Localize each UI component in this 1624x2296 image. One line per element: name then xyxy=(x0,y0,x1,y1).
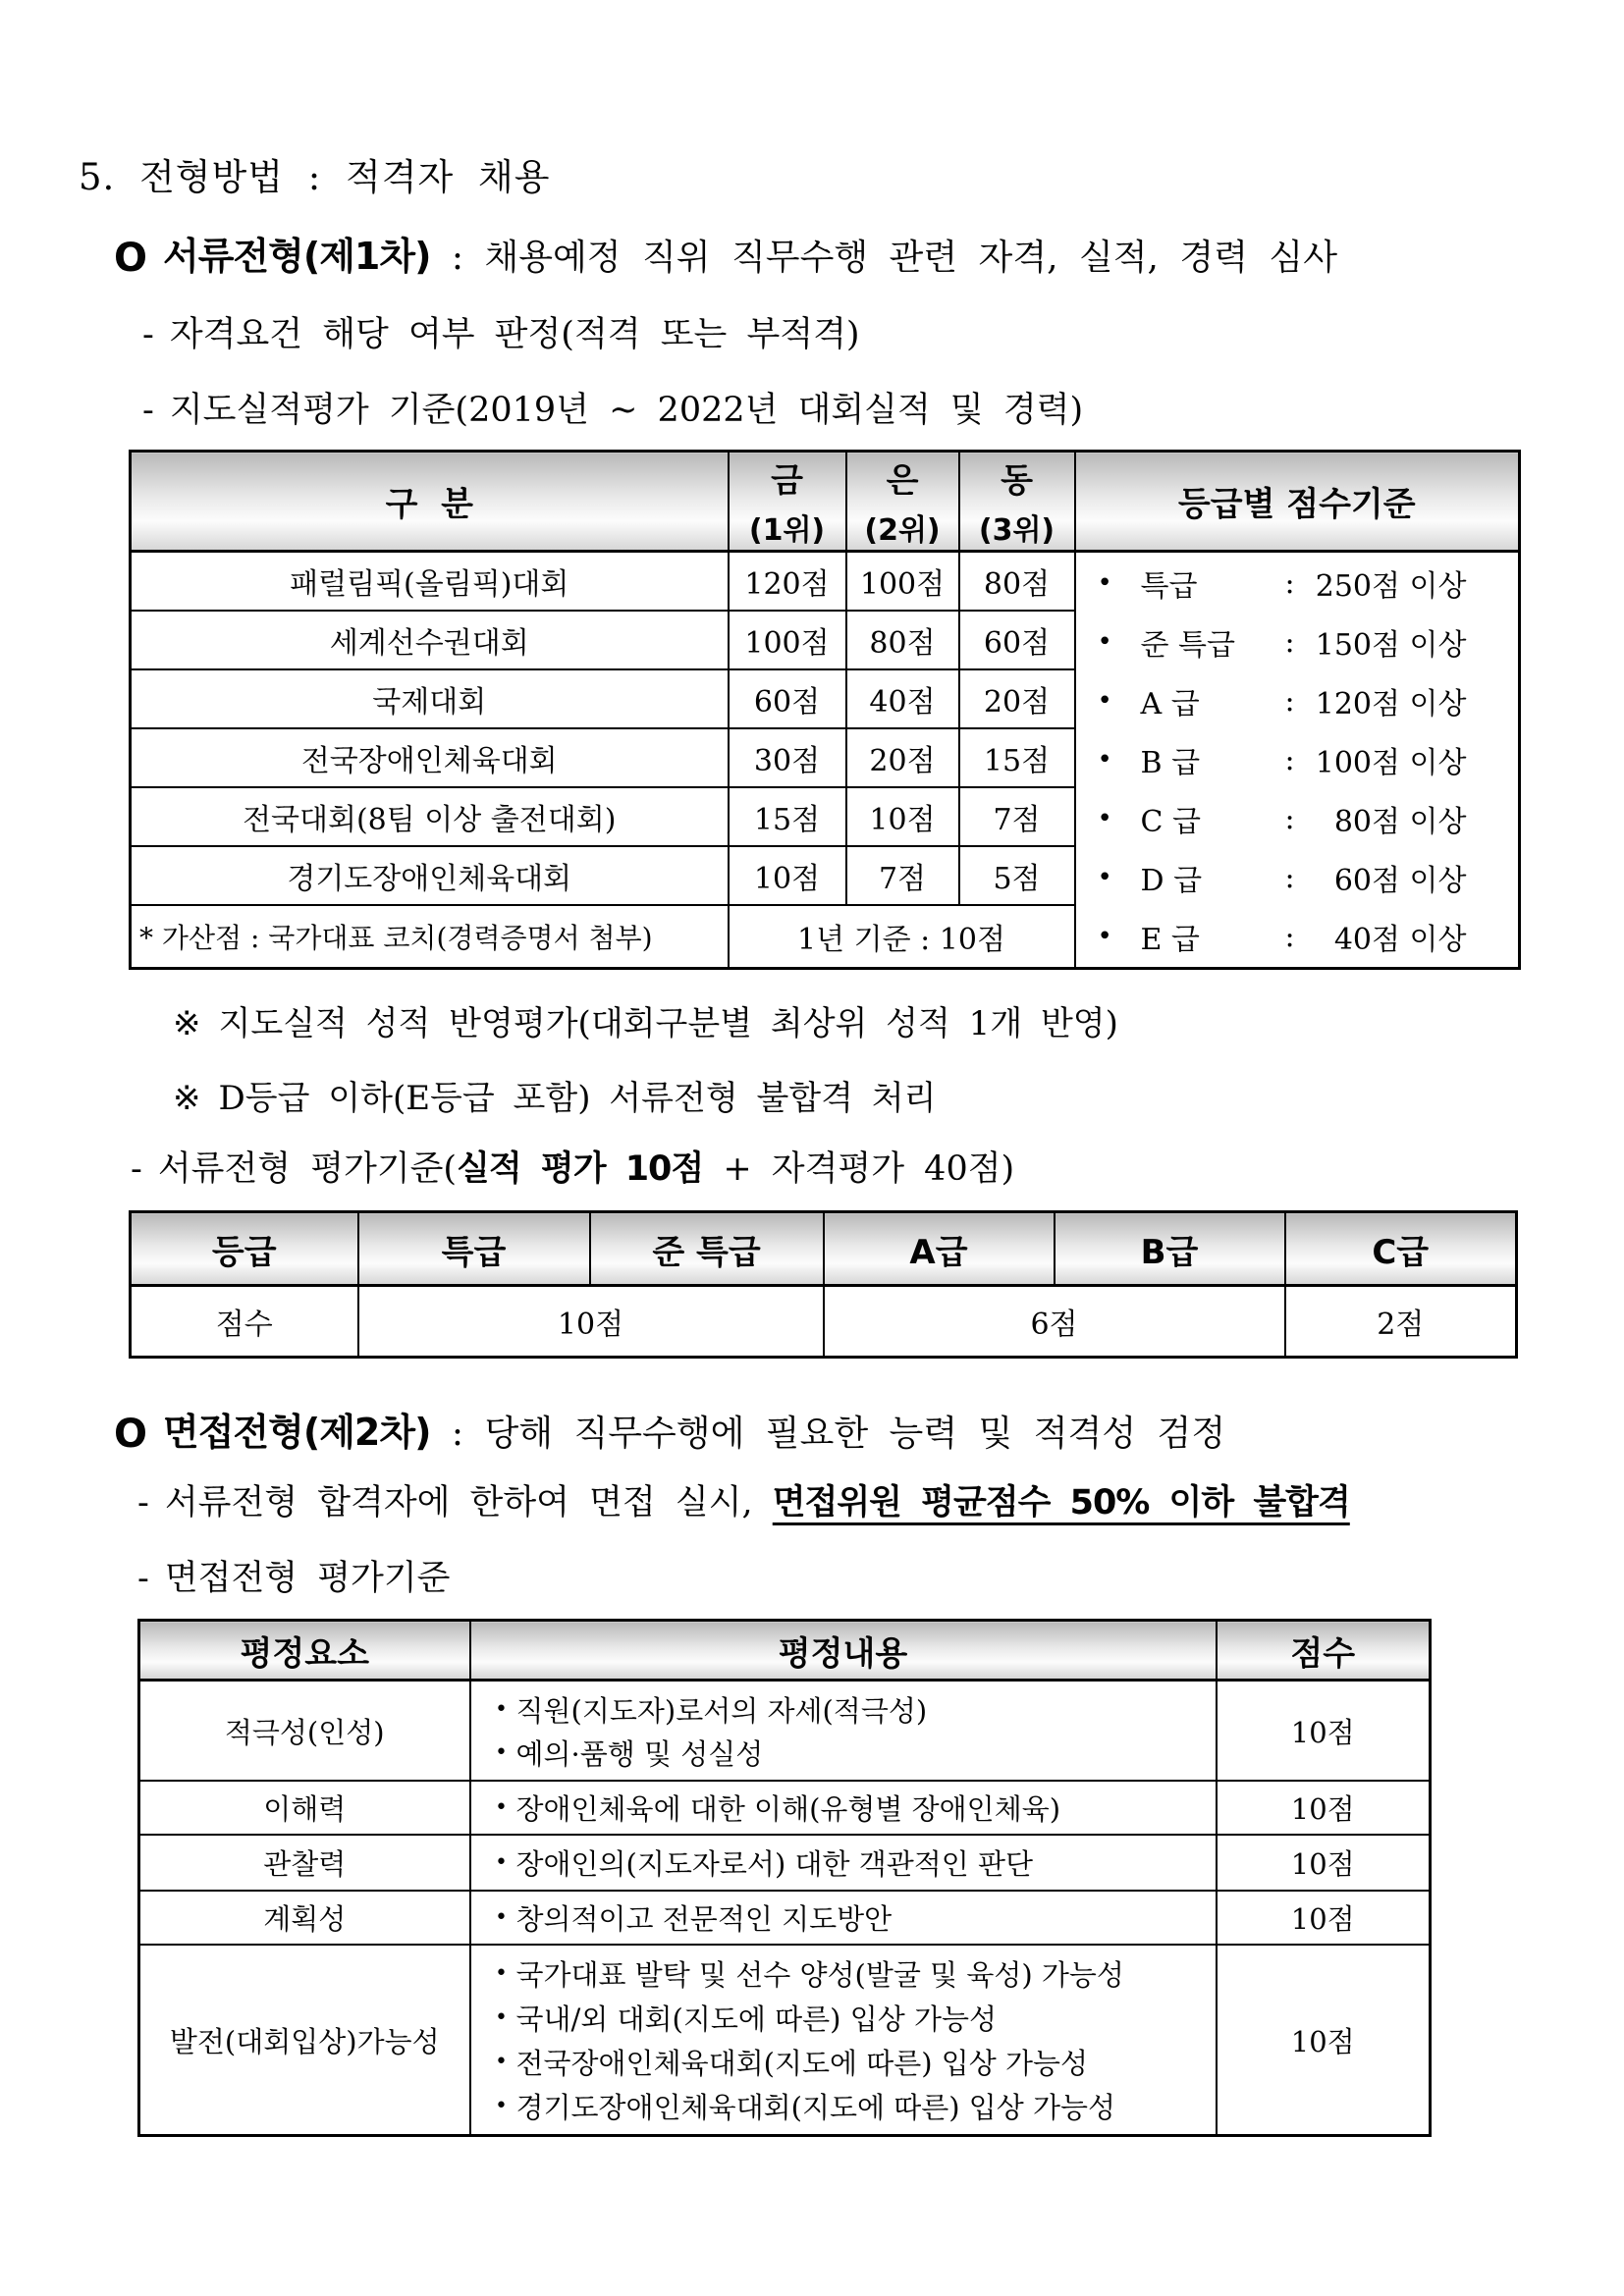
factor-content xyxy=(470,1835,1217,1891)
interview-item-1 xyxy=(137,1475,1350,1524)
silver-score: 20점 xyxy=(846,728,959,787)
dash-icon: - xyxy=(142,391,154,430)
grade-criteria-line xyxy=(1098,671,1519,730)
evaluation-row xyxy=(139,1781,1431,1835)
gold-score: 120점 xyxy=(729,552,846,611)
content-text: 창의적이고 전문적인 지도방안 xyxy=(515,1902,893,1936)
gold-score: 15점 xyxy=(729,787,846,846)
bullet-icon: • xyxy=(495,1795,508,1820)
factor-score: 10점 xyxy=(1217,1835,1431,1891)
col-header-score: 점수 xyxy=(1217,1621,1431,1681)
bronze-score: 20점 xyxy=(959,669,1075,728)
factor-score: 10점 xyxy=(1217,1781,1431,1835)
col-header-gold-label: 금 xyxy=(771,461,803,501)
score-row xyxy=(131,1286,1517,1358)
note-2 xyxy=(173,1071,937,1119)
col-header-bronze xyxy=(959,452,1075,552)
grade-criteria-list xyxy=(1076,554,1519,966)
section-interview-desc: 당해 직무수행에 필요한 능력 및 적격성 검정 xyxy=(484,1414,1226,1454)
content-text: 전국장애인체육대회(지도에 따른) 입상 가능성 xyxy=(515,2047,1089,2080)
grade-name: B 급 xyxy=(1140,746,1201,780)
content-line xyxy=(487,2084,1210,2128)
grade-criteria-line xyxy=(1098,848,1519,907)
gold-score: 60점 xyxy=(729,669,846,728)
bullet-icon: • xyxy=(495,2005,508,2030)
evaluation-row xyxy=(139,1835,1431,1891)
grade-name: D 급 xyxy=(1140,864,1203,898)
col-header-semi-special: 준 특급 xyxy=(590,1212,824,1286)
content-line xyxy=(487,1731,1210,1774)
col-header-factor: 평정요소 xyxy=(139,1621,470,1681)
factor-content xyxy=(470,1681,1217,1782)
doc-screening-item-1-text: 자격요건 해당 여부 판정(적격 또는 부적격) xyxy=(169,315,860,354)
doc-screening-item-2-text: 지도실적평가 기준(2019년 ~ 2022년 대회실적 및 경력) xyxy=(169,391,1084,430)
interview-item-2-text: 면접전형 평가기준 xyxy=(164,1559,451,1598)
note-1 xyxy=(173,996,1118,1044)
col-header-b: B급 xyxy=(1055,1212,1285,1286)
silver-score: 10점 xyxy=(846,787,959,846)
grade-criteria-line xyxy=(1098,613,1519,671)
silver-score: 100점 xyxy=(846,552,959,611)
bronze-score: 7점 xyxy=(959,787,1075,846)
gold-score: 30점 xyxy=(729,728,846,787)
col-header-silver-sub: (2위) xyxy=(864,513,941,548)
bonus-value: 1년 기준 : 10점 xyxy=(729,905,1075,969)
grade-name: A 급 xyxy=(1140,687,1200,721)
grade-colon: : xyxy=(1284,624,1295,660)
evaluation-row xyxy=(139,1945,1431,2136)
doc-screening-item-2 xyxy=(142,383,1083,432)
grade-criteria-line xyxy=(1098,907,1519,966)
bronze-score: 60점 xyxy=(959,611,1075,669)
bonus-label: * 가산점 : 국가대표 코치(경력증명서 첨부) xyxy=(131,905,729,969)
dash-icon: - xyxy=(131,1149,142,1189)
interview-item-2 xyxy=(137,1551,450,1600)
interview-evaluation-table xyxy=(137,1619,1432,2137)
factor-name: 이해력 xyxy=(139,1781,470,1835)
table-header-row xyxy=(139,1621,1431,1681)
competition-name: 전국장애인체육대회 xyxy=(131,728,729,787)
performance-score-table xyxy=(129,450,1521,970)
factor-name: 발전(대회입상)가능성 xyxy=(139,1945,470,2136)
circle-bullet-icon: O xyxy=(114,236,148,281)
bullet-icon: • xyxy=(1097,804,1112,833)
bullet-icon: • xyxy=(495,1739,508,1765)
table-row xyxy=(131,552,1520,611)
bronze-score: 5점 xyxy=(959,846,1075,905)
score-ab: 6점 xyxy=(824,1286,1285,1358)
grade-value: 80점 이상 xyxy=(1333,805,1467,839)
factor-content xyxy=(470,1891,1217,1945)
competition-name: 전국대회(8팀 이상 출전대회) xyxy=(131,787,729,846)
interview-item-1-bold: 면접위원 평균점수 50% 이하 불합격 xyxy=(772,1483,1350,1522)
bullet-icon: • xyxy=(1097,627,1112,657)
section-doc-screening-title: 서류전형(제1차) xyxy=(163,235,431,278)
bullet-icon: • xyxy=(495,1905,508,1930)
competition-name: 국제대회 xyxy=(131,669,729,728)
factor-content xyxy=(470,1945,1217,2136)
bullet-icon: • xyxy=(1097,863,1112,892)
grade-score-table xyxy=(129,1210,1518,1359)
content-line xyxy=(487,1897,1210,1938)
factor-name: 계획성 xyxy=(139,1891,470,1945)
note-1-text: 지도실적 성적 반영평가(대회구분별 최상위 성적 1개 반영) xyxy=(218,1004,1118,1043)
col-header-gold xyxy=(729,452,846,552)
factor-score: 10점 xyxy=(1217,1891,1431,1945)
competition-name: 패럴림픽(올림픽)대회 xyxy=(131,552,729,611)
grade-name: C 급 xyxy=(1140,805,1201,839)
bullet-icon: • xyxy=(495,1696,508,1722)
content-text: 장애인의(지도자로서) 대한 객관적인 판단 xyxy=(515,1847,1034,1881)
bullet-icon: • xyxy=(1097,745,1112,774)
col-header-special: 특급 xyxy=(358,1212,590,1286)
gold-score: 10점 xyxy=(729,846,846,905)
grade-criteria-line xyxy=(1098,730,1519,789)
grade-value: 60점 이상 xyxy=(1333,864,1467,898)
dash-icon: - xyxy=(137,1483,149,1522)
grade-name: 준 특급 xyxy=(1140,628,1235,663)
criteria-prefix: 서류전형 평가기준( xyxy=(157,1149,458,1189)
col-header-c: C급 xyxy=(1285,1212,1517,1286)
grade-colon: : xyxy=(1284,919,1295,954)
col-header-bronze-label: 동 xyxy=(1001,461,1033,501)
reference-mark-icon: ※ xyxy=(173,1079,201,1118)
circle-bullet-icon: O xyxy=(114,1412,148,1457)
section-doc-screening-heading xyxy=(114,226,1337,281)
evaluation-row xyxy=(139,1891,1431,1945)
col-header-silver-label: 은 xyxy=(886,461,919,501)
factor-name: 관찰력 xyxy=(139,1835,470,1891)
section-doc-screening-sep: : xyxy=(430,238,485,278)
col-header-a: A급 xyxy=(824,1212,1055,1286)
content-line xyxy=(487,2040,1210,2084)
silver-score: 80점 xyxy=(846,611,959,669)
page-title xyxy=(79,147,551,200)
content-text: 국가대표 발탁 및 선수 양성(발굴 및 육성) 가능성 xyxy=(515,1958,1124,1992)
bullet-icon: • xyxy=(495,2050,508,2074)
bullet-icon: • xyxy=(1097,922,1112,951)
col-header-grade: 등급 xyxy=(131,1212,358,1286)
content-line xyxy=(487,1996,1210,2040)
criteria-suffix: + 자격평가 40점) xyxy=(703,1149,1015,1189)
note-2-text: D등급 이하(E등급 포함) 서류전형 불합격 처리 xyxy=(218,1079,937,1118)
content-text: 국내/외 대회(지도에 따른) 입상 가능성 xyxy=(515,2002,997,2036)
factor-score: 10점 xyxy=(1217,1945,1431,2136)
doc-screening-criteria-line xyxy=(131,1142,1014,1191)
bullet-icon: • xyxy=(1097,686,1112,716)
content-text: 예의·품행 및 성실성 xyxy=(515,1736,764,1771)
grade-criteria-line xyxy=(1098,554,1519,613)
grade-value: 40점 이상 xyxy=(1333,923,1467,957)
grade-colon: : xyxy=(1284,683,1295,719)
silver-score: 7점 xyxy=(846,846,959,905)
grade-name: E 급 xyxy=(1140,923,1200,957)
competition-name: 경기도장애인체육대회 xyxy=(131,846,729,905)
factor-content xyxy=(470,1781,1217,1835)
score-row-label: 점수 xyxy=(131,1286,358,1358)
grade-criteria-cell xyxy=(1075,552,1520,969)
content-text: 직원(지도자)로서의 자세(적극성) xyxy=(515,1693,928,1728)
factor-name: 적극성(인성) xyxy=(139,1681,470,1782)
silver-score: 40점 xyxy=(846,669,959,728)
content-text: 경기도장애인체육대회(지도에 따른) 입상 가능성 xyxy=(515,2091,1116,2124)
score-c: 2점 xyxy=(1285,1286,1517,1358)
section-doc-screening-desc: 채용예정 직위 직무수행 관련 자격, 실적, 경력 심사 xyxy=(484,238,1337,278)
bronze-score: 80점 xyxy=(959,552,1075,611)
bullet-icon: • xyxy=(495,1850,508,1875)
grade-criteria-line xyxy=(1098,789,1519,848)
bullet-icon: • xyxy=(495,1961,508,1986)
section-interview-sep: : xyxy=(430,1414,485,1454)
col-header-gold-sub: (1위) xyxy=(748,513,826,548)
col-header-content: 평정내용 xyxy=(470,1621,1217,1681)
col-header-bronze-sub: (3위) xyxy=(978,513,1056,548)
col-header-silver xyxy=(846,452,959,552)
table-header-row xyxy=(131,452,1520,552)
grade-value: 100점 이상 xyxy=(1315,746,1467,780)
evaluation-row xyxy=(139,1681,1431,1782)
criteria-bold: 실적 평가 10점 xyxy=(457,1149,704,1189)
gold-score: 100점 xyxy=(729,611,846,669)
bullet-icon: • xyxy=(1097,568,1112,598)
content-text: 장애인체육에 대한 이해(유형별 장애인체육) xyxy=(515,1792,1061,1826)
grade-colon: : xyxy=(1284,742,1295,777)
score-special: 10점 xyxy=(358,1286,824,1358)
bullet-icon: • xyxy=(495,2094,508,2118)
reference-mark-icon: ※ xyxy=(173,1004,201,1043)
bronze-score: 15점 xyxy=(959,728,1075,787)
grade-colon: : xyxy=(1284,860,1295,895)
page-title-text: 5. 전형방법 : 적격자 채용 xyxy=(79,156,551,198)
grade-name: 특급 xyxy=(1140,569,1198,604)
grade-value: 120점 이상 xyxy=(1315,687,1467,721)
content-line xyxy=(487,1687,1210,1731)
section-interview-title: 면접전형(제2차) xyxy=(163,1411,431,1454)
content-line xyxy=(487,1951,1210,1996)
grade-colon: : xyxy=(1284,801,1295,836)
col-header-grade-criteria: 등급별 점수기준 xyxy=(1075,452,1520,552)
content-line xyxy=(487,1788,1210,1828)
dash-icon: - xyxy=(142,315,154,354)
competition-name: 세계선수권대회 xyxy=(131,611,729,669)
section-interview-heading xyxy=(114,1402,1225,1457)
doc-screening-item-1 xyxy=(142,307,860,356)
grade-value: 150점 이상 xyxy=(1315,628,1467,663)
table-header-row xyxy=(131,1212,1517,1286)
grade-value: 250점 이상 xyxy=(1315,569,1467,604)
dash-icon: - xyxy=(137,1559,149,1598)
interview-item-1-text: 서류전형 합격자에 한하여 면접 실시, xyxy=(164,1483,773,1522)
col-header-category: 구 분 xyxy=(131,452,729,552)
factor-score: 10점 xyxy=(1217,1681,1431,1782)
grade-colon: : xyxy=(1284,565,1295,601)
content-line xyxy=(487,1842,1210,1883)
